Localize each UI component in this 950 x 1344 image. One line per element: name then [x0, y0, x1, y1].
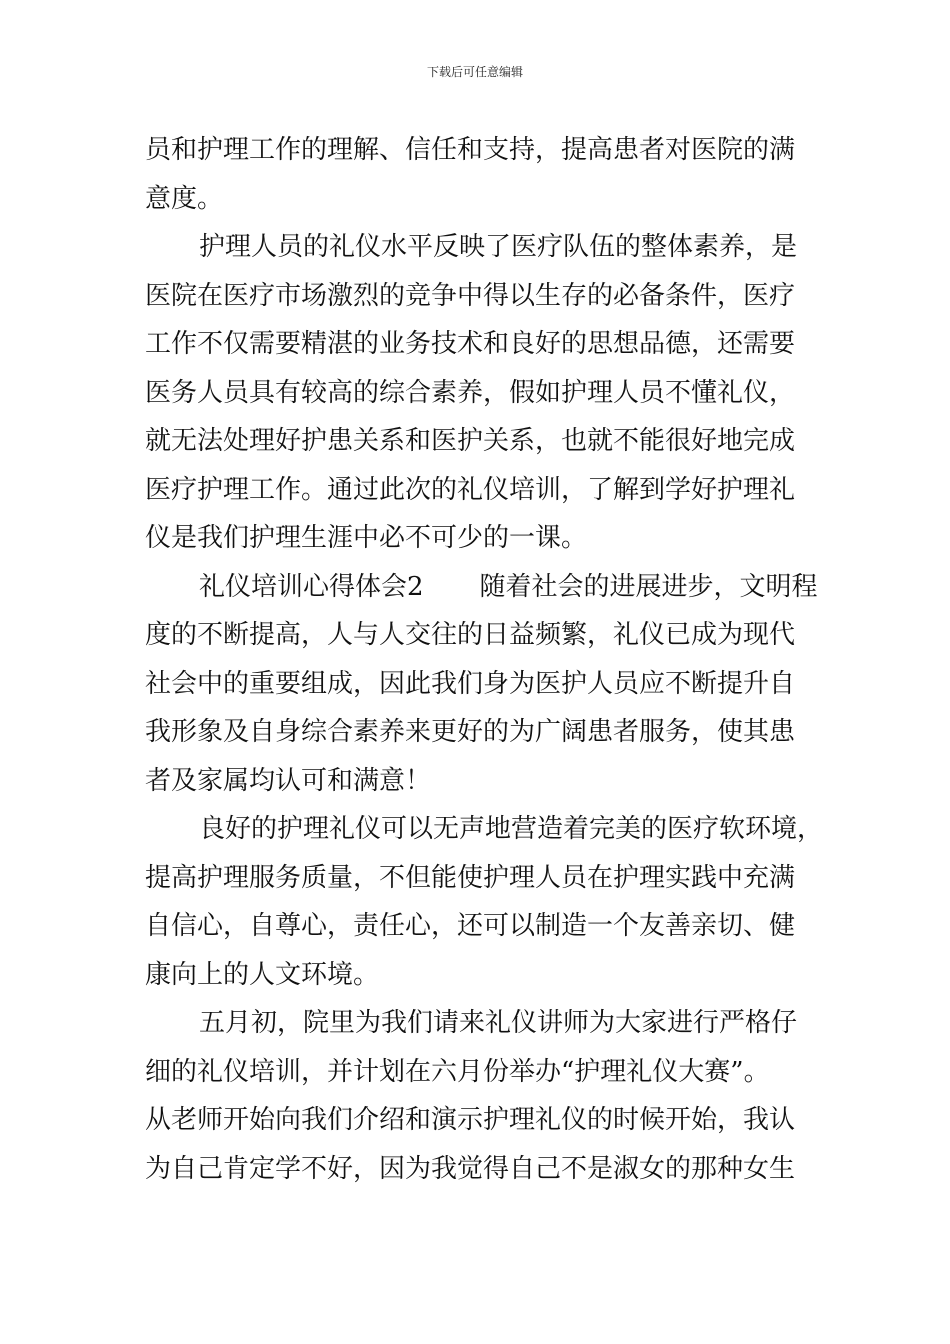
paragraph-start-line: 护理人员的礼仪水平反映了医疗队伍的整体素养，是: [199, 232, 798, 262]
text-line: 度的不断提高，人与人交往的日益频繁，礼仪已成为现代: [145, 620, 796, 650]
paragraph-start-line: 五月初，院里为我们请来礼仪讲师为大家进行严格仔: [199, 1008, 798, 1038]
section-heading-line: [145, 563, 818, 612]
section-lead-text: 随着社会的进展进步，文明程: [479, 571, 818, 602]
section-title: 礼仪培训心得体会2: [199, 571, 424, 602]
text-line: 者及家属均认可和满意！: [145, 765, 432, 796]
text-line: 仪是我们护理生涯中必不可少的一课。: [145, 523, 588, 553]
text-line: 从老师开始向我们介绍和演示护理礼仪的时候开始，我认: [145, 1105, 796, 1135]
text-line: 我形象及自身综合素养来更好的为广阔患者服务，使其患: [145, 717, 796, 747]
text-line: 工作不仅需要精湛的业务技术和良好的思想品德，还需要: [145, 329, 796, 359]
text-line: 就无法处理好护患关系和医护关系，也就不能很好地完成: [145, 426, 796, 456]
document-body: [145, 126, 824, 1193]
text-line: 意度。: [145, 183, 224, 214]
text-line: 细的礼仪培训，并计划在六月份举办“护理礼仪大赛”。: [145, 1056, 770, 1087]
text-line: 医务人员具有较高的综合素养，假如护理人员不懂礼仪，: [145, 377, 796, 408]
text-line: 康向上的人文环境。: [145, 959, 380, 990]
text-line: 自信心，自尊心，责任心，还可以制造一个友善亲切、健: [145, 911, 796, 941]
text-line: 提高护理服务质量，不但能使护理人员在护理实践中充满: [145, 862, 796, 893]
text-line: 医院在医疗市场激烈的竞争中得以生存的必备条件，医疗: [145, 280, 796, 311]
page-header: 下载后可任意编辑: [426, 65, 523, 79]
text-line: 为自己肯定学不好，因为我觉得自己不是淑女的那种女生: [145, 1153, 796, 1184]
text-line: 医疗护理工作。通过此次的礼仪培训，了解到学好护理礼: [145, 474, 796, 505]
text-line: 员和护理工作的理解、信任和支持，提高患者对医院的满: [145, 135, 796, 165]
paragraph-start-line: 良好的护理礼仪可以无声地营造着完美的医疗软环境，: [199, 814, 824, 844]
text-line: 社会中的重要组成，因此我们身为医护人员应不断提升自: [145, 668, 796, 699]
